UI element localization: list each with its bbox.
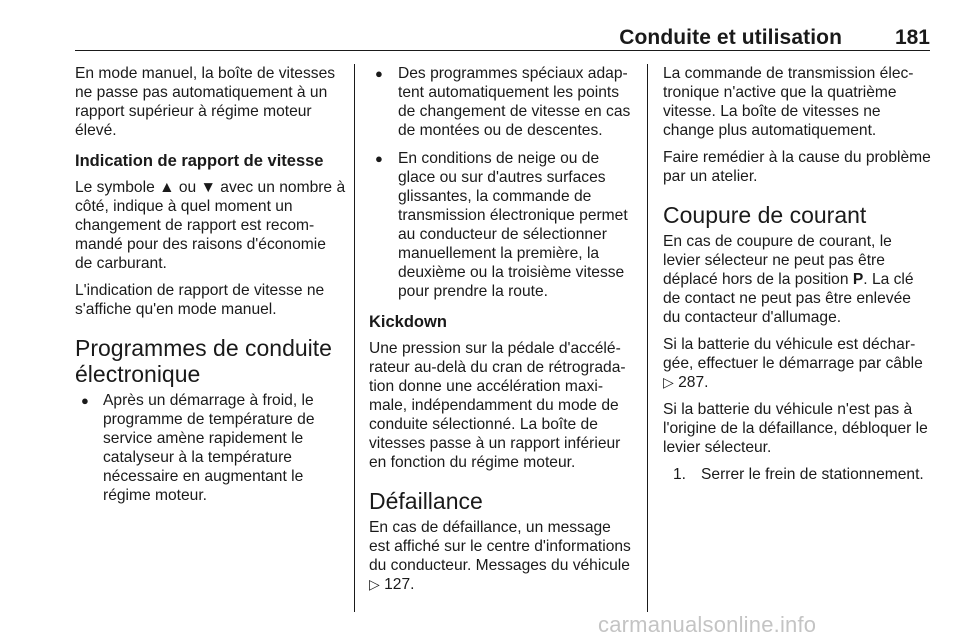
step-number: 1. — [673, 466, 687, 483]
bullet-icon: ● — [375, 66, 383, 81]
column-divider — [647, 64, 648, 612]
paragraph-power-cut: En cas de coupure de courant, le levier sélecteur ne peut pas être déplacé hors de la position P. La clé de contact ne peut pas être enlevée du contacteur d'allumage. — [663, 233, 914, 326]
paragraph-unlock-selector: Si la batterie du véhicule n'est pas à l'origine de la défaillance, débloquer le levier sélecteur. — [663, 401, 928, 456]
heading-gear-indication: Indication de rapport de vitesse — [75, 152, 324, 170]
bullet-text: Des programmes spéciaux adaptent automatiquement les points de changement de vitesse en cas de montées ou de descentes. — [398, 65, 631, 139]
header-title: Conduite et utilisation — [619, 26, 842, 49]
page-reference-link[interactable]: 287. — [678, 374, 709, 391]
paragraph-manual-mode: En mode manuel, la boîte de vitesses ne passe pas automatiquement à un rapport supérieur à régime moteur élevé. — [75, 65, 336, 139]
page-reference-icon: ▷ — [369, 576, 380, 592]
position-p-label: P — [852, 271, 864, 288]
page-reference-icon: ▷ — [663, 374, 674, 390]
paragraph-workshop: Faire remédier à la cause du problème par un atelier. — [663, 149, 931, 185]
page-number: 181 — [894, 26, 930, 49]
paragraph-kickdown: Une pression sur la pédale d'accélérateur au-delà du cran de rétrogradation donne une accélération maximale, indépendamment du mode de conduite sélectionné. La boîte de vitesses passe à un rapport inférieur en fonction du régime moteur. — [369, 340, 626, 471]
paragraph-manual-only: L'indication de rapport de vitesse ne s'affiche qu'en mode manuel. — [75, 282, 325, 318]
page-header — [75, 26, 930, 50]
bullet-text: En conditions de neige ou de glace ou sur d'autres surfaces glissantes, la commande de transmission électronique permet au conducteur de sélectionner manuellement la première, la deuxième ou la troisième vitesse pour prendre la route. — [398, 150, 628, 300]
bullet-icon: ● — [375, 151, 383, 166]
list-item — [663, 465, 931, 484]
list-item — [369, 64, 635, 140]
paragraph-battery-discharged: Si la batterie du véhicule est déchargée, effectuer le démarrage par câble ▷ 287. — [663, 336, 923, 391]
heading-electronic-programs: Programmes de conduite électronique — [75, 335, 332, 387]
bullet-icon: ● — [81, 393, 89, 408]
column-3 — [663, 64, 931, 492]
column-1 — [75, 64, 347, 514]
page-reference-link[interactable]: 127. — [384, 576, 415, 593]
bullet-text: Après un démarrage à froid, le programme de température de service amène rapidement le catalyseur à la température nécessaire en augmentant le régime moteur. — [103, 392, 315, 504]
column-2 — [369, 64, 635, 602]
paragraph-gear-symbol: Le symbole ▲ ou ▼ avec un nombre à côté, indique à quel moment un changement de rapport est recommandé pour des raisons d'économie de carburant. — [75, 179, 346, 272]
list-item — [75, 391, 347, 505]
step-text: Serrer le frein de stationnement. — [701, 466, 924, 483]
heading-kickdown: Kickdown — [369, 313, 447, 331]
column-divider — [354, 64, 355, 612]
heading-power-cut: Coupure de courant — [663, 202, 867, 228]
watermark: carmanualsonline.info — [598, 612, 817, 637]
list-item — [369, 149, 635, 301]
paragraph-failure: En cas de défaillance, un message est affiché sur le centre d'informations du conducteur. Messages du véhicule ▷ 127. — [369, 519, 631, 593]
paragraph-fourth-gear: La commande de transmission électronique n'active que la quatrième vitesse. La boîte de vitesses ne change plus automatiquement. — [663, 65, 914, 139]
header-rule — [75, 50, 930, 51]
heading-failure: Défaillance — [369, 488, 483, 514]
